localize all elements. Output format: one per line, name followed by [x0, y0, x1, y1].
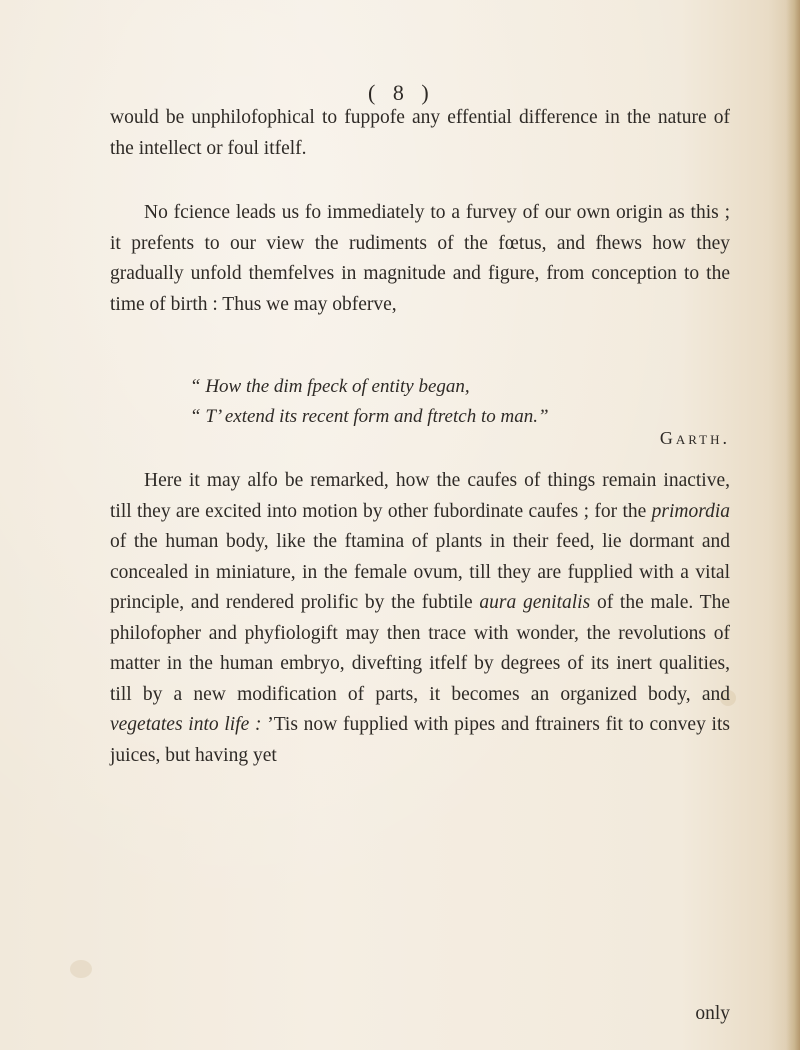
paragraph-3-italic: aura genitalis	[479, 592, 591, 613]
paragraph-2: No fcience leads us fo immediately to a furvey of our own origin as this ; it prefents to our view the rudiments of the fœtus, and fhews how they gradually unfold themfelves in magnitude and figure, from conception to the time of birth : Thus we may obferve,	[110, 202, 730, 315]
paragraph-3-italic: vegetates into life :	[110, 714, 262, 735]
page-number: ( 8 )	[368, 80, 435, 105]
paragraph-3-text: Here it may alfo be remarked, how the caufes of things remain inactive, till they are excited into motion by other fubordinate caufes ; for the	[110, 470, 730, 522]
paragraph-3-text: of the male. The philofopher and phyfiologift may then trace with wonder, the revolutions of matter in the human embryo, divefting itfelf by degrees of its inert qualities, till by a new modification of parts, it becomes an organized body, and	[110, 592, 730, 705]
paragraph-3-text: ’Tis now fupplied with pipes and ftrainers fit to convey its juices, but having yet	[110, 714, 730, 766]
paper-stain	[70, 960, 92, 978]
paragraph-3-italic: primordia	[651, 500, 730, 522]
paragraph-3-text: of the human body, like the ftamina of plants in their feed, lie dormant and concealed in miniature, in the female ovum, till they are fupplied with a vital principle, and rendered prolific by the fubtile	[110, 531, 730, 613]
verse-attribution: Garth.	[659, 428, 730, 448]
page-edge	[786, 0, 800, 1050]
paragraph-3	[110, 466, 730, 771]
catchword: only	[695, 1003, 730, 1024]
verse-line-2: “ T’ extend its recent form and ftretch to man.”	[190, 406, 549, 427]
verse-line-1: “ How the dim fpeck of entity began,	[190, 376, 470, 397]
paragraph-1: would be unphilofophical to fuppofe any effential difference in the nature of the intellect or foul itfelf.	[110, 107, 730, 159]
